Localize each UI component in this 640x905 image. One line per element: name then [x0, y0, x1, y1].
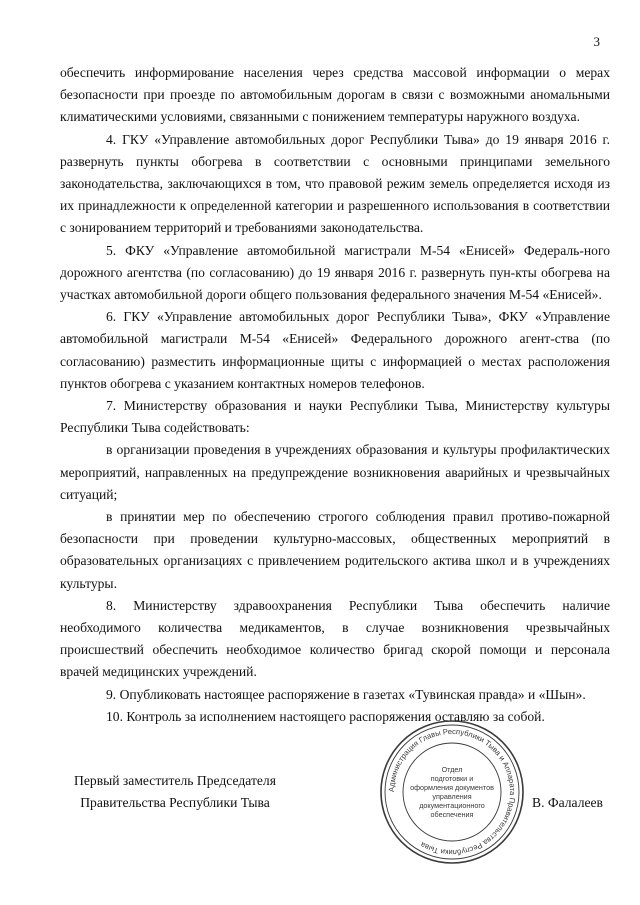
official-seal	[378, 718, 526, 866]
document-body	[60, 62, 610, 728]
paragraph-item-7: 7. Министерству образования и науки Республики Тыва, Министерству культуры Республики Тыва содействовать:	[60, 398, 610, 436]
seal-line: подготовки и	[430, 774, 474, 783]
paragraph-item-9: 9. Опубликовать настоящее распоряжение в газетах «Тувинская правда» и «Шын».	[106, 686, 586, 702]
seal-line: управления	[432, 792, 472, 801]
paragraph-item-5: 5. ФКУ «Управление автомобильной магистрали М-54 «Енисей» Федераль-ного дорожного агентства (по согласованию) до 19 января 2016 г. развернуть пун-кты обогрева на участках автомобильной дороги общего пользования федерального значения М-54 «Енисей».	[60, 242, 610, 303]
signatory-position-line-2: Правительства Республики Тыва	[80, 795, 270, 810]
seal-ring-text: Администрация Главы Республики Тыва и Аппарата Правительства Республики Тыва	[386, 726, 518, 858]
paragraph-item-8: 8. Министерству здравоохранения Республики Тыва обеспечить наличие необходимого количества медикаментов, в случае возникновения чрезвычайных происшествий обеспечить необходимое количество бригад скорой помощи и персонала врачей медицинских учреждений.	[60, 597, 610, 680]
paragraph-item-7-sub-2: в принятии мер по обеспечению строгого соблюдения правил противо-пожарной безопасности при проведении культурно-массовых, общественных мероприятий в образовательных организациях с привлечением родительского актива школ и в учреждениях культуры.	[60, 509, 610, 591]
seal-line: оформления документов	[410, 783, 494, 792]
seal-line: обеспечения	[430, 810, 474, 819]
paragraph-item-7-sub-1: в организации проведения в учреждениях образования и культуры профилактических мероприятий, направленных на предупреждение возникновения аварийных и чрезвычайных ситуаций;	[60, 442, 610, 502]
paragraph-continuation: обеспечить информирование населения через средства массовой информации о мерах безопасности при проезде по автомобильным дорогам в связи с возможными аномальными климатическими условиями, связанными с понижением температуры наружного воздуха.	[60, 65, 610, 125]
signatory-position	[60, 770, 290, 814]
paragraph-item-4: 4. ГКУ «Управление автомобильных дорог Республики Тыва» до 19 января 2016 г. развернуть пункты обогрева в соответствии с основными принципами земельного законодательства, заключающихся в том, что правовой режим земель определяется исходя из их принадлежности к определенной категории и разрешенного использования в соответствии с зонированием территорий и требованиями законодательства.	[60, 131, 610, 236]
paragraph-item-10: 10. Контроль за исполнением настоящего распоряжения оставляю за собой.	[106, 708, 545, 724]
paragraph-item-6: 6. ГКУ «Управление автомобильных дорог Республики Тыва», ФКУ «Управление автомобильной магистрали М-54 «Енисей» Федерального дорожного агент-ства (по согласованию) разместить информационные щиты с информацией о местах расположения пунктов обогрева с указанием контактных номеров телефонов.	[60, 309, 610, 391]
signatory-name: В. Фалалеев	[532, 795, 603, 810]
seal-line: документационного	[419, 801, 485, 810]
page-number: 3	[593, 34, 600, 49]
signatory-position-line-1: Первый заместитель Председателя	[74, 773, 276, 788]
seal-line: Отдел	[441, 765, 463, 774]
seal-graphic	[378, 718, 526, 866]
